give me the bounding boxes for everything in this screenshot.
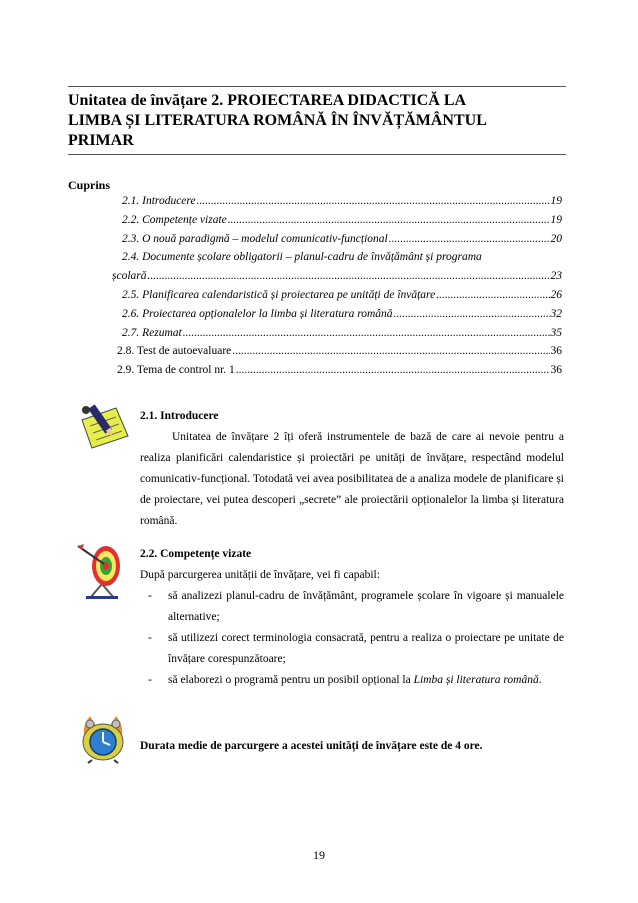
emphasis-subject: Limba și literatura română [413,674,539,686]
alarm-clock-icon [76,712,130,769]
unit-title-line-3: PRIMAR [68,132,134,149]
intro-section [140,406,564,532]
page-number: 19 [313,848,325,862]
unit-title [68,86,566,155]
toc-entry[interactable]: 2.2. Competențe vizate ..... 19 [112,211,562,230]
unit-title-line-1: Unitatea de învățare 2. PROIECTAREA DIDACTICĂ LA [68,92,467,109]
toc-entry[interactable]: 2.6. Proiectarea opționalelor la limba și literatura română ..... 32 [112,305,562,324]
pencil-notepad-icon [76,402,132,455]
durata-text: Durata medie de parcurgere a acestei unități de învățare este de 4 ore. [140,740,483,752]
contents-heading: Cuprins [68,178,111,192]
toc-entry[interactable]: 2.9. Tema de control nr. 1 ..... 36 [112,361,562,380]
intro-heading: 2.1. Introducere [140,410,219,422]
list-item: - să elaborezi o programă pentru un posibil opțional la Limba și literatura română. [140,670,564,691]
competente-section [140,544,564,691]
toc-entry[interactable]: 2.4. Documente școlare obligatorii – planul-cadru de învățământ și programa [122,251,482,264]
table-of-contents [112,192,562,380]
toc-entry-continuation[interactable]: școlară ..... 23 [112,267,562,286]
toc-entry[interactable]: 2.7. Rezumat ..... 35 [112,324,562,343]
toc-entry[interactable]: 2.8. Test de autoevaluare ..... 36 [112,342,562,361]
list-item: - să utilizezi corect terminologia consacrată, pentru a realiza o proiectare pe unitate de învățare corespunzătoare; [140,628,564,670]
toc-entry[interactable]: 2.1. Introducere ..... 19 [112,192,562,211]
durata-section [140,736,564,757]
competente-heading: 2.2. Competențe vizate [140,548,252,560]
toc-entry[interactable]: 2.3. O nouă paradigmă – modelul comunicativ-funcțional ..... 20 [112,230,562,249]
unit-title-line-2: LIMBA ȘI LITERATURA ROMÂNĂ ÎN ÎNVĂȚĂMÂNTUL [68,112,487,129]
competente-lead: După parcurgerea unității de învățare, vei fi capabil: [140,569,380,581]
toc-entry[interactable]: 2.5. Planificarea calendaristică și proiectarea pe unități de învățare ..... 26 [112,286,562,305]
intro-paragraph: Unitatea de învățare 2 îți oferă instrumentele de bază de care ai nevoie pentru a realiza planificări calendaristice și proiectări pe unități de învățare, respectând modelul comunicativ-funcțional. Totodată vei avea posibilitatea de a analiza modele de planificare și de proiectare, vei putea descoperi „secrete” ale proiectării opționalelor la limba și literatura română. [140,431,564,527]
target-arrow-icon [76,540,128,605]
list-item: - să analizezi planul-cadru de învățământ, programele școlare în vigoare și manualele alternative; [140,586,564,628]
competente-list [140,586,564,691]
